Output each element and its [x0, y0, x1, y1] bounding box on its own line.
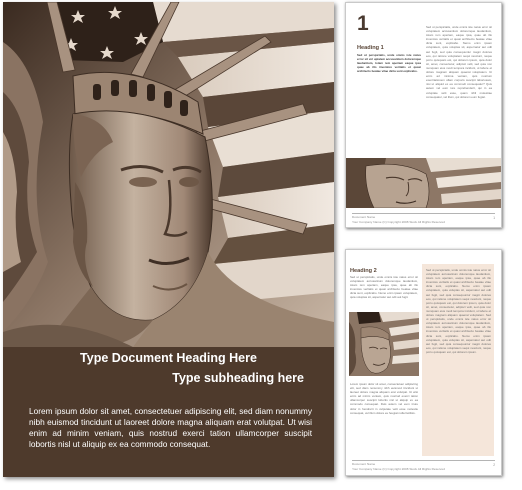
- page-1-footer-copyright: Your Company Name (C) Copyright 2008 Stock All Rights Reserved: [352, 220, 445, 224]
- cover-subheading: Type subheading here: [172, 371, 304, 385]
- cover-photo-statue-of-liberty: [3, 2, 334, 347]
- page-2-footer-document-name: Document Name: [352, 462, 376, 466]
- page-1-heading: Heading 1: [357, 45, 384, 51]
- page-1-thumbnail[interactable]: [345, 2, 502, 228]
- page-2-sidebar-text: Sed ut perspiciatis, unde omnis iste natus error sit voluptatem accusantium doloremque laudantium, totam rem aperiam, eaque ipsa, quae ab illo inventore veritatis et quasi architecto beatae vitae dicta sunt, explicabo. Nemo enim ipsam voluptatem, quia voluptas sit, aspernatur aut odit aut fugit, sed quia consequuntur magni dolores eos, qui ratione voluptatem sequi nesciunt, neque porro quisquam est, qui dolorem ipsum, quia dolor sit, amet, consectetur, adipisci velit, sed quia non numquam eius modi tempora incidunt, ut labore et dolore magnam aliquam quaerat voluptatem. Sed ut perspiciatis, unde omnis iste natus error sit voluptatem accusantium doloremque laudantium, totam rem aperiam, eaque ipsa, quae ab illo inventore veritatis et quasi architecto beatae vitae dicta sunt, explicabo. Nemo enim ipsam voluptatem, quia voluptas sit, aspernatur aut odit aut fugit, sed quia consequuntur magni dolores eos, qui ratione voluptatem sequi nesciunt, neque porro quisquam est, qui dolorem ipsum.: [426, 268, 491, 354]
- page-2-statue-photo: [349, 312, 419, 376]
- cover-body-text: Lorem ipsum dolor sit amet, consectetuer adipiscing elit, sed diam nonummy nibh euismod tincidunt ut laoreet dolore magna aliquam erat volutpat. Ut wisi enim ad minim veniam, quis nostrud exerci tation ullamcorper suscipit lobortis nisl ut aliquip ex ea commodo consequat.: [29, 406, 312, 449]
- page-2-footer-copyright: Your Company Name (C) Copyright 2008 Stock All Rights Reserved: [352, 467, 445, 471]
- cover-page: [3, 2, 334, 477]
- page-2-thumbnail[interactable]: [345, 249, 502, 476]
- page-2-column-1-top-text: Sed ut perspiciatis, unde omnis iste natus error sit voluptatem accusantium doloremque laudantium, totam rem aperiam, eaque ipsa, quae ab illo inventore veritatis et quasi architecto beatae vitae dicta sunt, explicabo. Nemo enim ipsam voluptatem, quia voluptas sit, aspernatur aut odit aut fugit.: [350, 275, 418, 300]
- page-1-footer-document-name: Document Name: [352, 215, 376, 219]
- page-1-bold-intro: Sed ut perspiciatis, unde omnis iste natus error sit vol uptatem accusantium doloremque laudantium, totam rem aperiam eaque ipsa quae ab illo inventore veritatis et quasi architecto beatae vitae dicta sunt explicabo.: [357, 53, 421, 74]
- page-1-statue-photo: [346, 158, 501, 208]
- page-2-heading: Heading 2: [350, 268, 377, 274]
- page-2-column-1-bottom-text: Lorem ipsum dolor sit amet, consectetuer adipiscing elit, sed diam nonummy nibh euismod tincidunt ut laoreet dolore magna aliquam erat volutpat. Ut wisi enim ad minim veniam, quis nostrud exerci tation ullamcorper suscipit lobortis nisl ut aliquip ex ea commodo consequat. Duis autem vel eum iriure dolor in hendrerit in vulputate velit esse molestie consequat, vel illum dolore eu feugiat nulla facilisis.: [350, 382, 418, 415]
- page-1-page-number: 1: [493, 216, 495, 220]
- page-1-footer-rule: [352, 213, 495, 214]
- cover-heading: Type Document Heading Here: [80, 351, 257, 365]
- page-2-footer-rule: [352, 460, 495, 461]
- page-1-number-large: 1: [357, 12, 369, 35]
- page-1-column-2-text: Sed ut perspiciatis, unde omnis iste natus error sit voluptatem accusantium doloremque laudantium, totam rem aperiam, eaque ipsa, quae ab illo inventore veritatis et quasi architecto beatae vitae dicta sunt, explicabo. Nemo enim ipsam voluptatem, quia voluptas sit, aspernatur aut odit aut fugit, sed quia consequuntur magni dolores eos, qui ratione voluptatem sequi nesciunt, neque porro quisquam est, qui dolorem ipsum, quia dolor sit, amet, consectetur, adipisci velit, sed quia non numquam eius modi tempora incidunt, ut labore et dolore magnam aliquam quaerat voluptatem. Ut enim ad minima veniam, quis nostrum exercitationem ullam corporis suscipit laboriosam, nisi ut aliquid ex ea commodi consequatur? Quis autem vel eum iure reprehenderit, qui in ea voluptate velit esse, quam nihil molestiae consequatur, vel illum, qui dolorem eum fugiat.: [426, 25, 492, 99]
- page-2-page-number: 2: [493, 463, 495, 467]
